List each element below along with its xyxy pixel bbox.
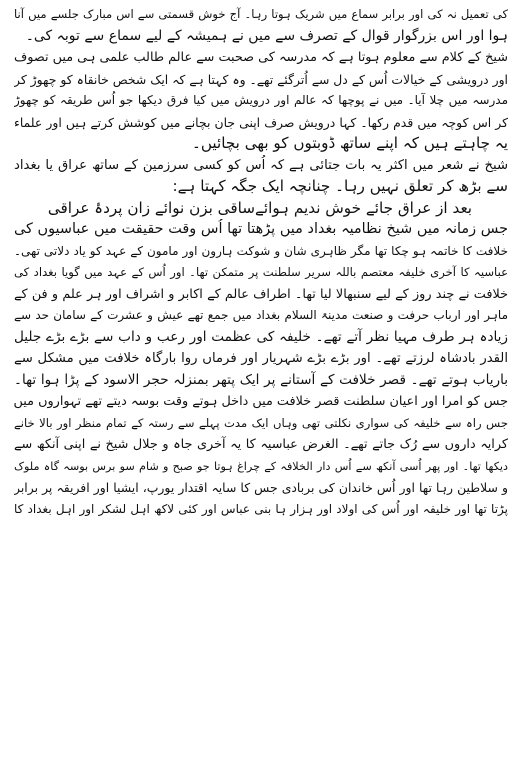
verse-first-hemistich: بعد از عراق جائے خوش ندیم ہوائے — [254, 198, 472, 217]
text-line: پڑتا تھا اور خلیفہ اور اُس کی اولاد اور ہزار ہا بنی عباس اور کئی لاکھ اہل لشکر اور اہل بغداد کا — [14, 501, 508, 516]
paragraph-4 — [14, 219, 508, 520]
paragraph-2 — [14, 47, 508, 155]
verse-second-hemistich: ساقی بزن نوائے زان پردۂ عراقی — [47, 198, 255, 217]
text-line: و سلاطین رہا تھا اور اُس خاندان کی بربادی جس کا سایہ اقتدار یورپ، ایشیا اور افریقہ پر برابر — [14, 480, 508, 495]
text-line: القدر بادشاہ لرزتے تھے۔ اور بڑے بڑے شہریار اور فرماں روا بارگاہ خلافت میں مشکل سے — [14, 351, 508, 366]
paragraph-3 — [14, 155, 508, 198]
text-line: ماہر اور ارباب حرفت و صنعت مدینۃ السلام بغداد میں جمع تھے عیش و عشرت کے سامان حد سے — [14, 308, 508, 322]
text-line: شیخ کے کلام سے معلوم ہوتا ہے کہ مدرسہ کی صحبت سے عالم طالب علمی ہی میں تصوف — [14, 50, 508, 65]
urdu-text-page — [14, 4, 508, 520]
text-line: کر اس کوچہ میں قدم رکھا۔ کہا درویش صرف اپنی جان بچانے میں کوشش کرتے ہیں اور علماء — [14, 114, 508, 130]
persian-verse — [14, 198, 508, 220]
text-line: دیکھا تھا۔ اور پھر اُسی آنکھ سے اُس دار الخلافہ کے چراغ ہوتا جو صبح و شام سو برس بوسہ گاہ ملوک — [14, 459, 508, 473]
text-line: مدرسہ میں چلا آیا۔ میں نے پوچھا کہ عالم اور درویش میں کیا فرق دیکھا جو اُس طریقہ کو چھوڑ — [14, 93, 508, 107]
text-line: یہ چاہتے ہیں کہ اپنے ساتھ ڈوبتوں کو بھی بچائیں۔ — [191, 134, 508, 152]
text-line: باریاب ہوتے تھے۔ قصر خلافت کے آستانے پر ایک پتھر بمنزلہ حجر الاسود کے پڑا ہوا تھا۔ — [14, 371, 508, 388]
text-line: سے بڑھ کر تعلق نہیں رہا۔ چنانچہ ایک جگہ کہتا ہے: — [172, 177, 508, 195]
text-line: شیخ نے شعر میں اکثر یہ بات جتائی ہے کہ اُس کو کسی سرزمین کے ساتھ عراق یا بغداد — [14, 157, 508, 173]
text-line: جس زمانہ میں شیخ نظامیہ بغداد میں پڑھتا تھا اُس وقت حقیقت میں عباسیوں کی — [14, 221, 508, 237]
text-line: کرایہ داروں سے رُک جاتے تھے۔ الغرض عباسیہ کا یہ آخری جاہ و جلال شیخ نے اپنی آنکھ سے — [14, 437, 508, 452]
text-line: جس راہ سے خلیفہ کی سواری نکلتی تھی وہاں ایک مدت پہلے سے رستہ کے تمام منظر اور بالا خانے — [14, 415, 508, 430]
text-line: جس کو امرا اور اعیان سلطنت قصر خلافت میں داخل ہوتے وقت بوسہ دیتے تھے تہواروں میں — [14, 394, 508, 409]
text-line: عباسیہ کا آخری خلیفہ معتصم باللہ سریر سلطنت پر متمکن تھا۔ اور اُس کے عہد میں گویا بغداد کی — [14, 265, 508, 279]
text-line: کی تعمیل نہ کی اور برابر سماع میں شریک ہوتا رہا۔ آج خوش قسمتی سے اس مبارک جلسے میں آنا — [14, 7, 508, 21]
text-line: خلافت نے چند روز کے لیے سنبھالا لیا تھا۔ اطراف عالم کے اکابر و اشراف اور ہر علم و فن کے — [14, 286, 508, 302]
text-line: ہوا اور اس بزرگوار قوال کے تصرف سے میں نے ہمیشہ کے لیے سماع سے توبہ کی۔ — [25, 27, 508, 44]
paragraph-1 — [14, 4, 508, 47]
text-line: زیادہ ہر طرف مہیا نظر آتے تھے۔ خلیفہ کی عظمت اور رعب و داب سے بڑے بڑے جلیل — [14, 328, 508, 345]
text-line: خلافت کا خاتمہ ہو چکا تھا مگر ظاہری شان و شوکت ہارون اور مامون کے عہد کو یاد دلاتی تھی۔ — [14, 243, 508, 258]
text-line: اور درویشی کے خیالات اُس کے دل سے اُترگئے تھے۔ وہ کہتا ہے کہ ایک شخص خانقاہ کو چھوڑ کر — [14, 71, 508, 87]
